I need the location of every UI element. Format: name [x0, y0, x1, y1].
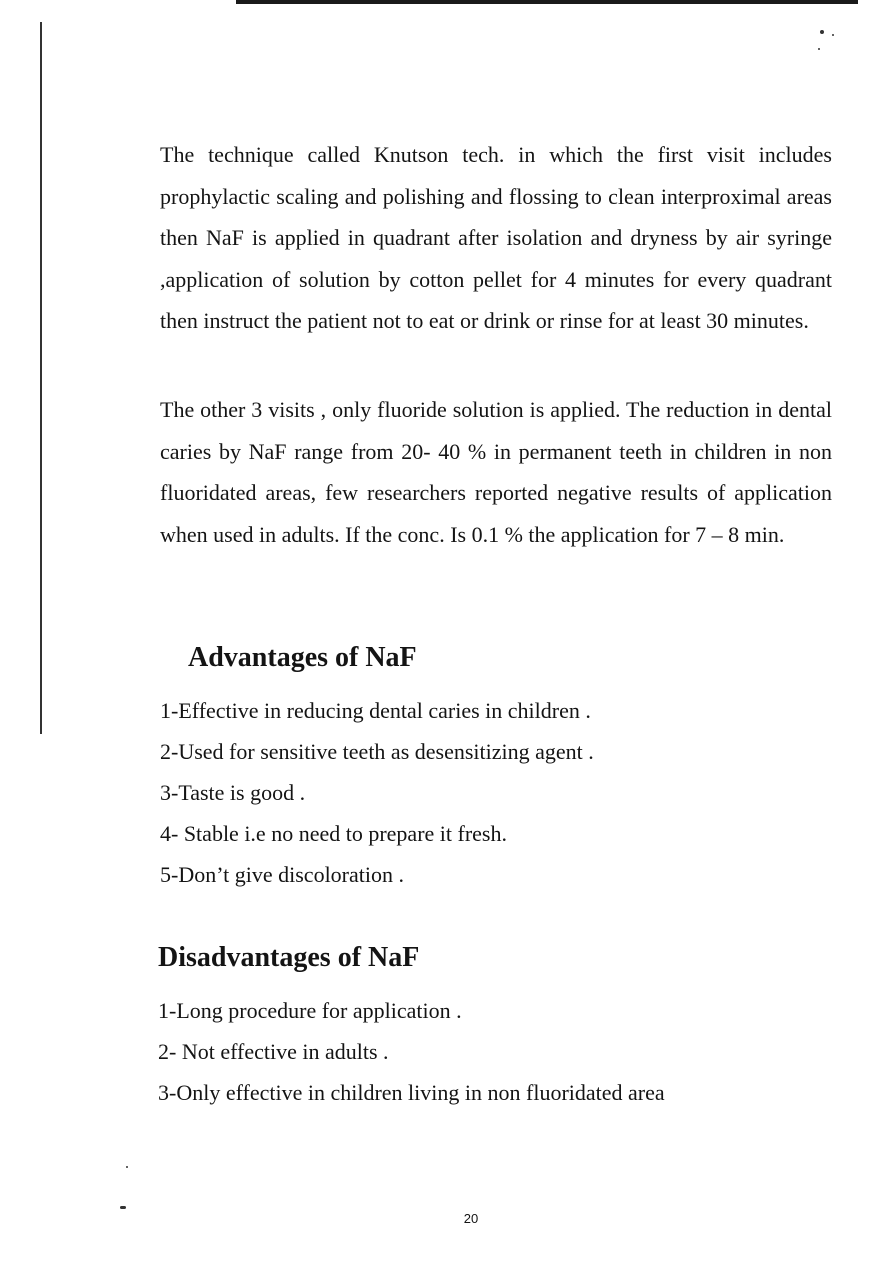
- visits-paragraph: The other 3 visits , only fluoride solution is applied. The reduction in dental caries by NaF range from 20- 40 % in permanent teeth in children in non fluoridated areas, few researchers reported negative results of application when used in adults. If the conc. Is 0.1 % the application for 7 – 8 min.: [160, 397, 832, 547]
- left-margin-line: [40, 22, 42, 734]
- top-border-line: [236, 0, 858, 4]
- scan-speck: [818, 48, 820, 50]
- advantages-list: [160, 690, 594, 895]
- list-item: 4- Stable i.e no need to prepare it fresh.: [160, 821, 507, 846]
- scan-speck: [820, 30, 824, 34]
- list-item: 2- Not effective in adults .: [158, 1039, 389, 1064]
- disadvantages-heading: Disadvantages of NaF: [158, 942, 420, 973]
- list-item: 1-Effective in reducing dental caries in children .: [160, 698, 591, 723]
- scan-speck: [126, 1166, 128, 1168]
- advantages-heading: Advantages of NaF: [188, 642, 417, 673]
- list-item: 3-Taste is good .: [160, 780, 306, 805]
- list-item: 2-Used for sensitive teeth as desensitizing agent .: [160, 739, 594, 764]
- list-item: 5-Don’t give discoloration .: [160, 862, 404, 887]
- disadvantages-list: [158, 990, 665, 1113]
- list-item: 1-Long procedure for application .: [158, 998, 462, 1023]
- scan-speck: [832, 34, 834, 36]
- page-number: 20: [463, 1211, 479, 1226]
- technique-paragraph: The technique called Knutson tech. in which the first visit includes prophylactic scaling and polishing and flossing to clean interproximal areas then NaF is applied in quadrant after isolation and dryness by air syringe ,application of solution by cotton pellet for 4 minutes for every quadrant then instruct the patient not to eat or drink or rinse for at least 30 minutes.: [160, 142, 832, 333]
- list-item: 3-Only effective in children living in non fluoridated area: [158, 1080, 665, 1105]
- scan-speck: [120, 1206, 126, 1209]
